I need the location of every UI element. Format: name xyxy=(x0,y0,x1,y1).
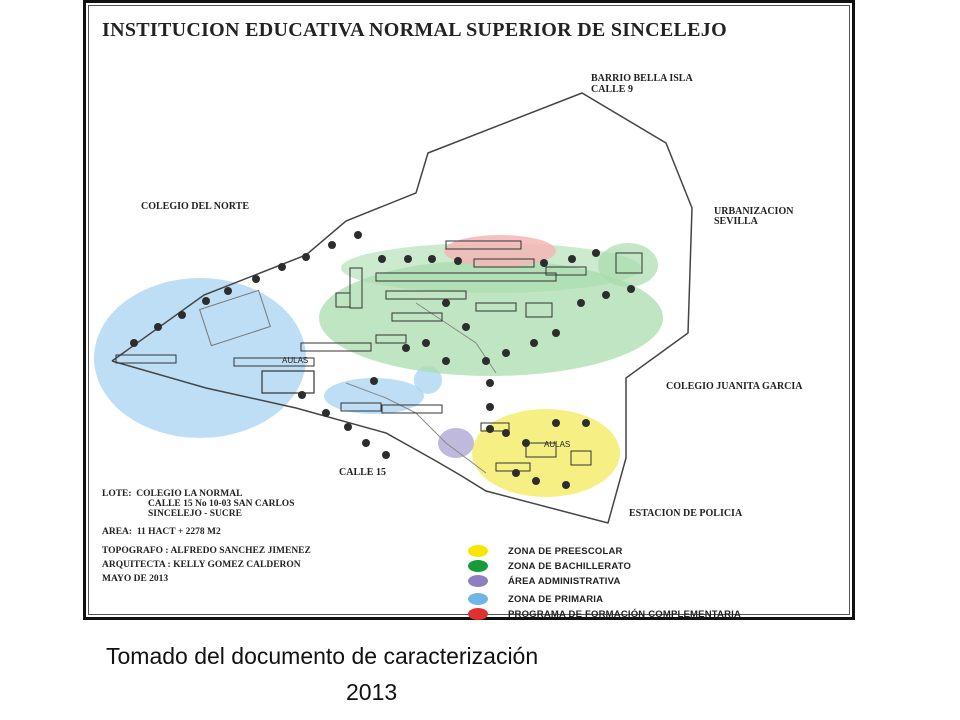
label-urbanizacion: URBANIZACION xyxy=(714,206,794,217)
info-lote-2: CALLE 15 No 10-03 SAN CARLOS xyxy=(148,499,295,509)
legend-item-preescolar xyxy=(468,545,848,559)
caption-year: 2013 xyxy=(346,679,398,705)
info-area: AREA: 11 HACT + 2278 M2 xyxy=(102,527,221,537)
legend-swatch-primaria xyxy=(468,593,488,605)
legend-swatch-administrativa xyxy=(468,575,488,587)
legend-label-preescolar: ZONA DE PREESCOLAR xyxy=(508,546,623,557)
legend-swatch-complementaria xyxy=(468,608,488,620)
info-lote-1: LOTE: COLEGIO LA NORMAL xyxy=(102,489,243,499)
label-barrio: BARRIO BELLA ISLA xyxy=(591,73,693,84)
label-colegio-juanita: COLEGIO JUANITA GARCIA xyxy=(666,381,803,392)
zone-administrativa xyxy=(438,428,474,458)
label-estacion: ESTACION DE POLICIA xyxy=(629,508,743,519)
info-fecha: MAYO DE 2013 xyxy=(102,574,169,584)
label-aulas-right: AULAS xyxy=(544,440,571,449)
zone-preescolar xyxy=(472,409,620,497)
label-calle15: CALLE 15 xyxy=(339,467,386,478)
legend-swatch-bachillerato xyxy=(468,560,488,572)
label-calle9: CALLE 9 xyxy=(591,84,633,95)
legend-label-primaria: ZONA DE PRIMARIA xyxy=(508,594,604,605)
caption-source: Tomado del documento de caracterización xyxy=(106,643,539,669)
label-sevilla: SEVILLA xyxy=(714,216,758,227)
info-lote-3: SINCELEJO - SUCRE xyxy=(148,509,242,519)
map-drawing xyxy=(86,3,852,617)
legend-item-primaria xyxy=(468,593,848,607)
label-colegio-norte: COLEGIO DEL NORTE xyxy=(141,201,250,212)
map-title: INSTITUCION EDUCATIVA NORMAL SUPERIOR DE SINCELEJO xyxy=(102,19,727,41)
legend-swatch-preescolar xyxy=(468,545,488,557)
legend-label-administrativa: ÁREA ADMINISTRATIVA xyxy=(508,576,621,587)
legend-label-bachillerato: ZONA DE BACHILLERATO xyxy=(508,561,632,572)
campus-map xyxy=(83,0,855,620)
info-topografo: TOPOGRAFO : ALFREDO SANCHEZ JIMENEZ xyxy=(102,546,311,556)
legend-item-complementaria xyxy=(468,608,848,622)
info-arquitecta: ARQUITECTA : KELLY GOMEZ CALDERON xyxy=(102,560,301,570)
legend-label-complementaria: PROGRAMA DE FORMACIÓN COMPLEMENTARIA xyxy=(508,609,742,620)
label-aulas-left: AULAS xyxy=(282,356,309,365)
zone-bachillerato-right xyxy=(598,243,658,287)
legend-item-administrativa xyxy=(468,575,848,589)
legend-item-bachillerato xyxy=(468,560,848,574)
